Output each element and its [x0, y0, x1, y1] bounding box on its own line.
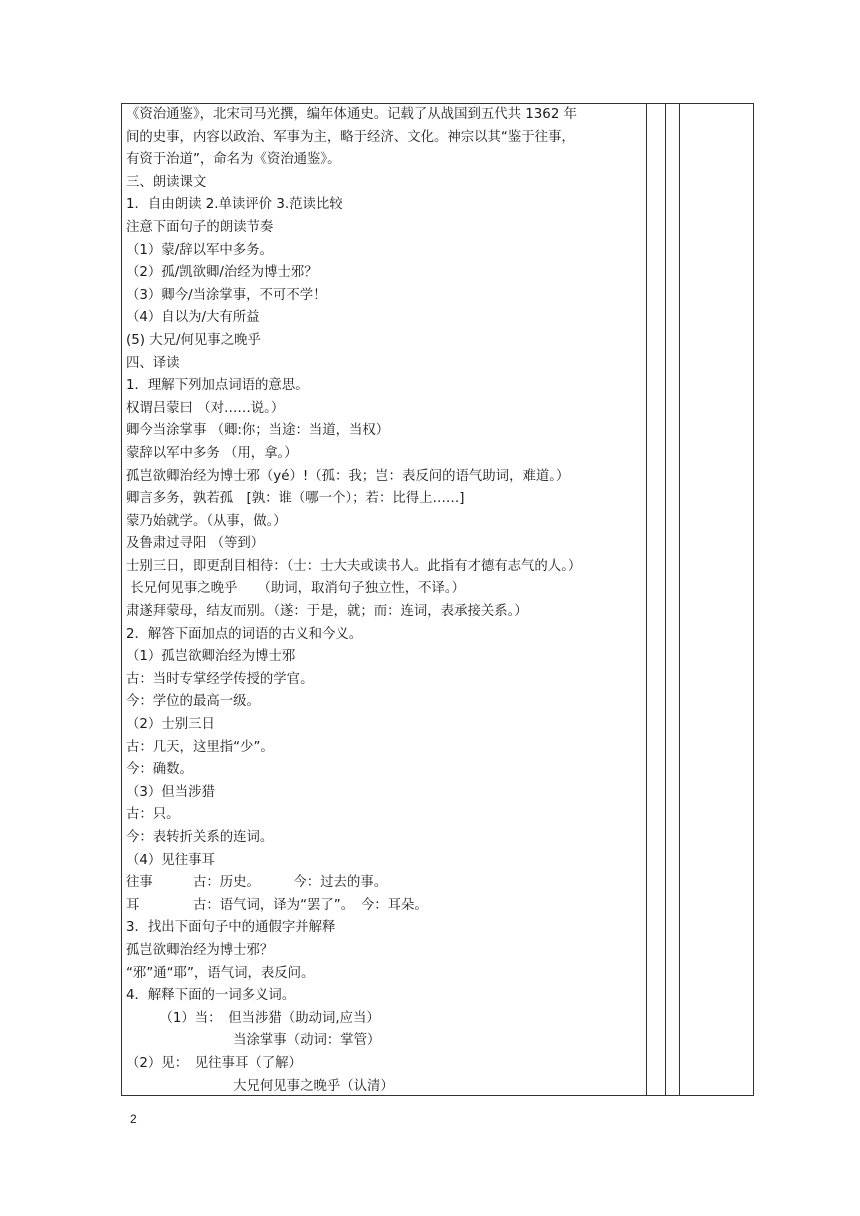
column-divider	[646, 104, 647, 1095]
text-line: 及鲁肃过寻阳 （等到）	[126, 536, 265, 552]
text-line: 古：只。	[126, 807, 180, 823]
column-divider	[665, 104, 666, 1095]
text-line: 当涂掌事（动词：掌管）	[126, 1033, 381, 1049]
text-line: 今：表转折关系的连词。	[126, 830, 274, 845]
text-line: 大兄何见事之晚乎（认清）	[126, 1078, 394, 1094]
text-line: 耳 古：语气词，译为“罢了”。 今：耳朵。	[126, 897, 428, 913]
text-line: （2）孤/凯欲卿/治经为博士邪？	[126, 265, 318, 281]
text-line: 有资于治道”，命名为《资治通鉴》。	[126, 152, 341, 168]
text-line: 长兄何见事之晚乎 （助词，取消句子独立性，不译。）	[126, 581, 466, 597]
text-line: （3）卿今/当涂掌事，不可不学！	[126, 287, 327, 303]
text-line: 蒙乃始就学。（从事，做。）	[126, 513, 287, 529]
text-line: 孤岂欲卿治经为博士邪（yé）!（孤：我；岂：表反问的语气助词，难道。）	[126, 468, 570, 484]
text-line: （1）蒙/辞以军中多务。	[126, 242, 273, 258]
lesson-table	[121, 103, 754, 1096]
text-line: 往事 古：历史。 今：过去的事。	[126, 875, 388, 891]
text-line: 今：学位的最高一级。	[126, 694, 260, 710]
text-line: 三、朗读课文	[126, 174, 207, 190]
text-line: 1．自由朗读 2.单读评价 3.范读比较	[126, 197, 343, 213]
text-line: （2）见： 见往事耳（了解）	[126, 1055, 302, 1071]
text-line: 蒙辞以军中多务 （用，拿。）	[126, 445, 298, 461]
text-line: 今：确数。	[126, 762, 193, 778]
text-line: （4）见往事耳	[126, 852, 215, 868]
text-line: （2）士别三日	[126, 717, 215, 733]
text-line: 卿今当涂掌事 （卿:你；当途：当道，当权）	[126, 423, 390, 439]
text-line: （3）但当涉猎	[126, 784, 215, 800]
lesson-content-cell	[126, 104, 646, 1098]
text-line: 1．理解下列加点词语的意思。	[126, 378, 309, 394]
text-line: 间的史事，内容以政治、军事为主，略于经济、文化。神宗以其“鉴于往事，	[126, 129, 575, 145]
text-line: 3．找出下面句子中的通假字并解释	[126, 920, 336, 936]
text-line: 卿言多务，孰若孤 [孰：谁（哪一个）；若：比得上……]	[126, 491, 465, 507]
text-line: 四、译读	[126, 355, 180, 371]
text-line: 古：几天，这里指“少”。	[126, 739, 274, 755]
column-divider	[679, 104, 680, 1095]
text-line: 肃遂拜蒙母，结友而别。（遂：于是，就；而：连词，表承接关系。）	[126, 604, 528, 620]
text-line: （4）自以为/大有所益	[126, 310, 260, 326]
text-line: 古：当时专掌经学传授的学官。	[126, 671, 314, 687]
text-line: 权谓吕蒙曰 （对……说。）	[126, 400, 285, 416]
text-line: （1）当： 但当涉猎（助动词,应当）	[126, 1010, 380, 1026]
text-line: （1）孤岂欲卿治经为博士邪	[126, 649, 296, 665]
page-number: 2	[130, 1112, 137, 1126]
text-line: 注意下面句子的朗读节奏	[126, 219, 274, 235]
text-line: 4．解释下面的一词多义词。	[126, 988, 296, 1004]
text-line: (5) 大兄/何见事之晚乎	[126, 332, 261, 348]
text-line: 2．解答下面加点的词语的古义和今义。	[126, 626, 363, 642]
text-line: 《资治通鉴》，北宋司马光撰，编年体通史。记载了从战国到五代共 1362 年	[126, 107, 577, 122]
text-line: “邪”通“耶”，语气词，表反问。	[126, 965, 315, 981]
text-line: 士别三日，即更刮目相待：（士：士大夫或读书人。此指有才德有志气的人。）	[126, 558, 582, 574]
text-line: 孤岂欲卿治经为博士邪？	[126, 942, 274, 958]
